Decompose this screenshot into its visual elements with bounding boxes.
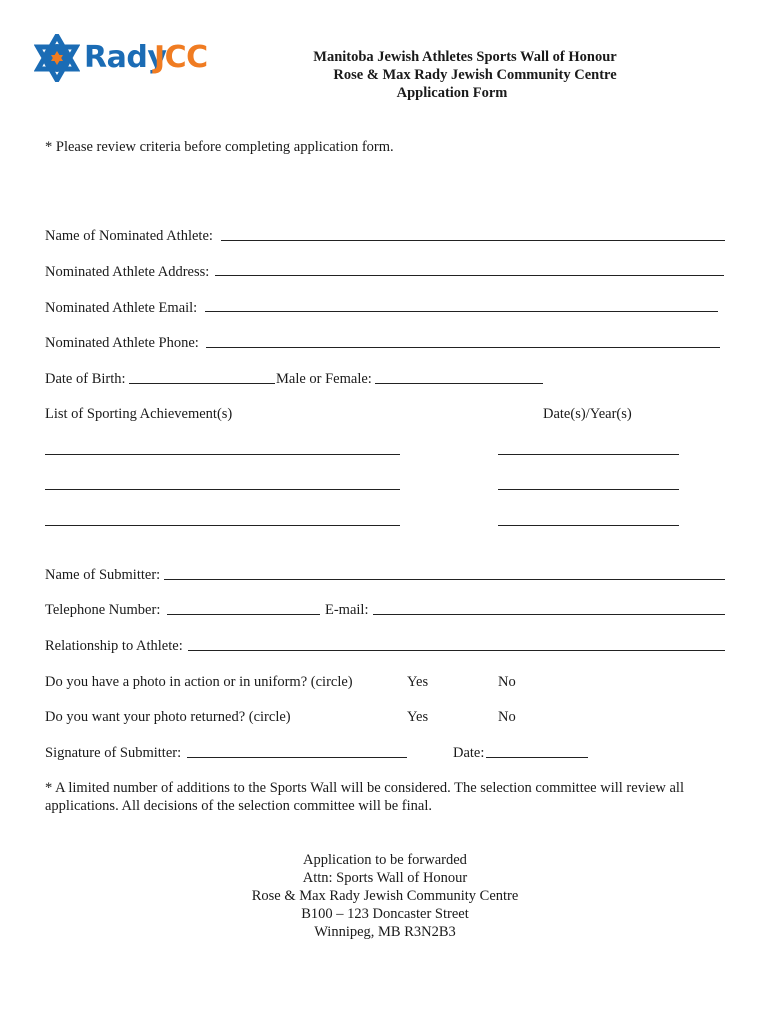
achievement-date-line[interactable] [498,489,679,490]
telephone-field[interactable] [167,614,320,615]
limit-note-line1: * A limited number of additions to the Sports Wall will be considered. The selection committee will review all [45,780,684,796]
forward-line4: B100 – 123 Doncaster Street [301,906,469,922]
relationship-label: Relationship to Athlete: [45,638,183,654]
athlete-address-field[interactable] [215,275,724,276]
gender-field[interactable] [375,383,543,384]
dates-label: Date(s)/Year(s) [543,406,632,422]
athlete-name-label: Name of Nominated Athlete: [45,228,213,244]
header-title-line3: Application Form [396,85,508,101]
header-title-line1: Manitoba Jewish Athletes Sports Wall of Honour [313,49,617,65]
dob-label: Date of Birth: [45,371,126,387]
return-no-option[interactable]: No [498,709,516,725]
forward-line5: Winnipeg, MB R3N2B3 [314,924,456,940]
forward-line3: Rose & Max Rady Jewish Community Centre [251,888,519,904]
athlete-address-label: Nominated Athlete Address: [45,264,210,280]
limit-note-line2: applications. All decisions of the selection committee will be final. [45,798,432,814]
achievement-line[interactable] [45,525,400,526]
date-field[interactable] [486,757,588,758]
submitter-name-field[interactable] [164,579,725,580]
forward-line2: Attn: Sports Wall of Honour [302,870,468,886]
telephone-label: Telephone Number: [45,602,161,618]
star-of-david-icon [34,34,80,82]
athlete-phone-label: Nominated Athlete Phone: [45,335,199,351]
gender-label: Male or Female: [276,371,372,387]
achievement-date-line[interactable] [498,454,679,455]
achievement-line[interactable] [45,454,400,455]
logo-word-jcc: JCC [154,40,208,75]
signature-label: Signature of Submitter: [45,745,182,761]
dob-field[interactable] [129,383,275,384]
forward-line1: Application to be forwarded [303,852,467,868]
return-question: Do you want your photo returned? (circle) [45,709,291,725]
header-title-line2: Rose & Max Rady Jewish Community Centre [333,67,617,83]
achievements-label: List of Sporting Achievement(s) [45,406,233,422]
logo-word-rady: Rady [84,40,167,75]
relationship-field[interactable] [188,650,725,651]
photo-yes-option[interactable]: Yes [407,674,429,690]
athlete-name-field[interactable] [221,240,725,241]
date-label: Date: [453,745,485,761]
achievement-line[interactable] [45,489,400,490]
athlete-phone-field[interactable] [206,347,720,348]
rady-jcc-logo [34,34,214,82]
photo-no-option[interactable]: No [498,674,516,690]
submitter-email-field[interactable] [373,614,725,615]
athlete-email-field[interactable] [205,311,718,312]
signature-field[interactable] [187,757,407,758]
return-yes-option[interactable]: Yes [407,709,429,725]
achievement-date-line[interactable] [498,525,679,526]
athlete-email-label: Nominated Athlete Email: [45,300,198,316]
review-note: * Please review criteria before completing application form. [45,139,394,155]
submitter-name-label: Name of Submitter: [45,567,161,583]
photo-question: Do you have a photo in action or in uniform? (circle) [45,674,353,690]
submitter-email-label: E-mail: [325,602,369,618]
